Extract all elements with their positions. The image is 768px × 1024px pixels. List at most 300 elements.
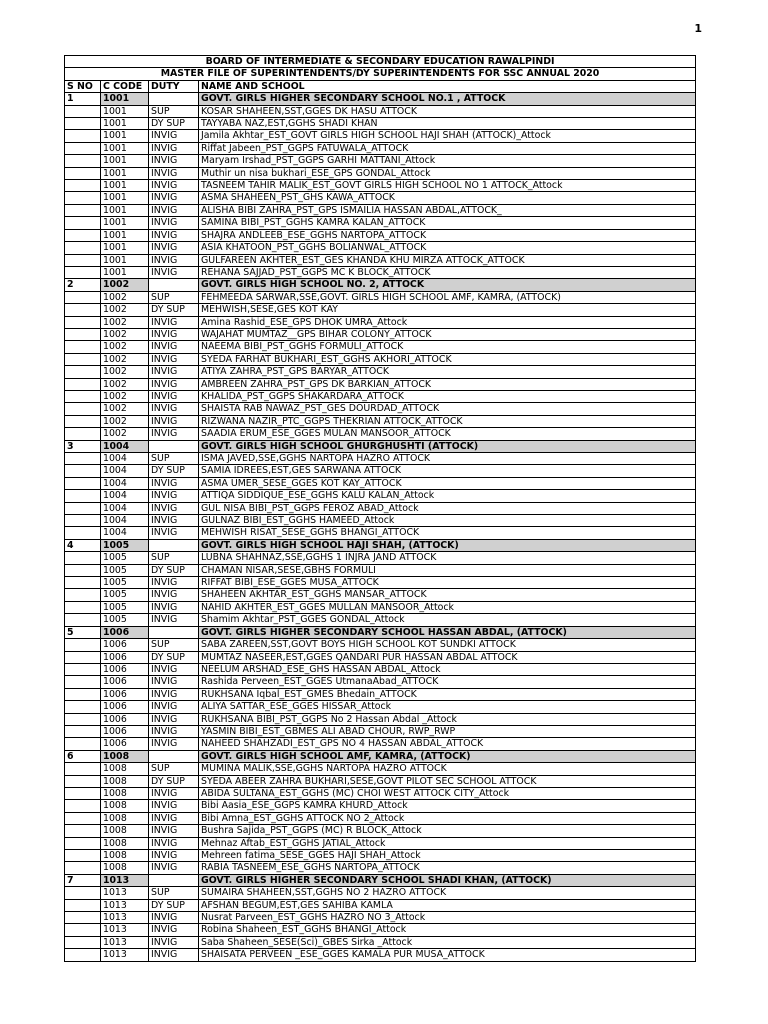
cell-ccode: 1004	[101, 527, 149, 539]
cell-name-school: SUMAIRA SHAHEEN,SST,GGHS NO 2 HAZRO ATTOCK	[199, 887, 696, 899]
table-row	[65, 180, 696, 192]
cell-ccode: 1005	[101, 552, 149, 564]
cell-duty: INVIG	[149, 502, 199, 514]
cell-name-school: ASMA UMER_SESE_GGES KOT KAY_ATTOCK	[199, 477, 696, 489]
table-row	[65, 800, 696, 812]
cell-sno	[65, 763, 101, 775]
cell-ccode: 1001	[101, 118, 149, 130]
table-row	[65, 688, 696, 700]
cell-name-school: MUMTAZ NASEER,EST,GGES QANDARI PUR HASSAN ABDAL ATTOCK	[199, 651, 696, 663]
cell-name-school: RUKHSANA BIBI_PST_GGPS No 2 Hassan Abdal _Attock	[199, 713, 696, 725]
cell-duty: INVIG	[149, 713, 199, 725]
file-title-row	[65, 68, 696, 80]
school-header-row	[65, 874, 696, 886]
cell-sno	[65, 428, 101, 440]
cell-sno	[65, 688, 101, 700]
table-row	[65, 527, 696, 539]
cell-sno	[65, 192, 101, 204]
cell-duty: INVIG	[149, 378, 199, 390]
cell-ccode: 1006	[101, 663, 149, 675]
table-row	[65, 725, 696, 737]
cell-ccode: 1008	[101, 862, 149, 874]
cell-duty: INVIG	[149, 366, 199, 378]
cell-duty: INVIG	[149, 155, 199, 167]
cell-duty: INVIG	[149, 415, 199, 427]
cell-duty: DY SUP	[149, 899, 199, 911]
table-row	[65, 328, 696, 340]
cell-sno: 1	[65, 93, 101, 105]
header-duty: DUTY	[149, 80, 199, 92]
cell-ccode: 1004	[101, 440, 149, 452]
cell-name-school: SAADIA ERUM_ESE_GGES MULAN MANSOOR_ATTOCK	[199, 428, 696, 440]
cell-sno	[65, 415, 101, 427]
cell-name-school: Amina Rashid_ESE_GPS DHOK UMRA_Attock	[199, 316, 696, 328]
cell-ccode: 1013	[101, 949, 149, 961]
cell-name-school: GOVT. GIRLS HIGHER SECONDARY SCHOOL NO.1 , ATTOCK	[199, 93, 696, 105]
cell-sno	[65, 787, 101, 799]
cell-sno	[65, 862, 101, 874]
cell-ccode: 1001	[101, 217, 149, 229]
cell-sno	[65, 676, 101, 688]
cell-name-school: YASMIN BIBI_EST_GBMES ALI ABAD CHOUR, RWP_RWP	[199, 725, 696, 737]
table-row	[65, 142, 696, 154]
cell-name-school: SABA ZAREEN,SST,GOVT BOYS HIGH SCHOOL KOT SUNDKI ATTOCK	[199, 639, 696, 651]
cell-duty: INVIG	[149, 912, 199, 924]
cell-sno	[65, 713, 101, 725]
cell-name-school: ASMA SHAHEEN_PST_GHS KAWA_ATTOCK	[199, 192, 696, 204]
cell-sno	[65, 142, 101, 154]
table-row	[65, 105, 696, 117]
cell-ccode: 1005	[101, 577, 149, 589]
cell-ccode: 1001	[101, 192, 149, 204]
cell-sno	[65, 453, 101, 465]
cell-name-school: WAJAHAT MUMTAZ__GPS BIHAR COLONY_ATTOCK	[199, 328, 696, 340]
cell-sno	[65, 850, 101, 862]
cell-ccode: 1001	[101, 180, 149, 192]
cell-name-school: NAHID AKHTER_EST_GGES MULLAN MANSOOR_Attock	[199, 601, 696, 613]
school-header-row	[65, 626, 696, 638]
cell-name-school: FEHMEEDA SARWAR,SSE,GOVT. GIRLS HIGH SCHOOL AMF, KAMRA, (ATTOCK)	[199, 291, 696, 303]
cell-ccode: 1002	[101, 316, 149, 328]
cell-name-school: RIZWANA NAZIR_PTC_GGPS THEKRIAN ATTOCK_ATTOCK	[199, 415, 696, 427]
cell-duty	[149, 440, 199, 452]
column-header-row	[65, 80, 696, 92]
cell-ccode: 1008	[101, 787, 149, 799]
cell-ccode: 1004	[101, 465, 149, 477]
cell-sno	[65, 304, 101, 316]
cell-sno	[65, 601, 101, 613]
cell-duty	[149, 279, 199, 291]
table-row	[65, 936, 696, 948]
table-row	[65, 949, 696, 961]
table-row	[65, 850, 696, 862]
cell-sno	[65, 341, 101, 353]
cell-ccode: 1004	[101, 477, 149, 489]
cell-name-school: CHAMAN NISAR,SESE,GBHS FORMULI	[199, 564, 696, 576]
cell-sno	[65, 204, 101, 216]
cell-sno	[65, 316, 101, 328]
cell-name-school: SYEDA FARHAT BUKHARI_EST_GGHS AKHORI_ATTOCK	[199, 353, 696, 365]
cell-name-school: GULNAZ BIBI_EST_GGHS HAMEED_Attock	[199, 515, 696, 527]
cell-name-school: GOVT. GIRLS HIGHER SECONDARY SCHOOL HASSAN ABDAL, (ATTOCK)	[199, 626, 696, 638]
cell-name-school: TAYYABA NAZ,EST,GGHS SHADI KHAN	[199, 118, 696, 130]
cell-name-school: NAHEED SHAHZADI_EST_GPS NO 4 HASSAN ABDAL_ATTOCK	[199, 738, 696, 750]
cell-duty: INVIG	[149, 924, 199, 936]
cell-name-school: Saba Shaheen_SESE(Sci)_GBES Sirka _Attock	[199, 936, 696, 948]
cell-ccode: 1006	[101, 688, 149, 700]
cell-sno	[65, 490, 101, 502]
cell-name-school: Rashida Perveen_EST_GGES UtmanaAbad_ATTOCK	[199, 676, 696, 688]
cell-duty: INVIG	[149, 577, 199, 589]
cell-ccode: 1002	[101, 304, 149, 316]
cell-sno: 3	[65, 440, 101, 452]
cell-name-school: KHALIDA_PST_GGPS SHAKARDARA_ATTOCK	[199, 390, 696, 402]
cell-duty: INVIG	[149, 180, 199, 192]
cell-ccode: 1008	[101, 825, 149, 837]
cell-name-school: MEHWISH RISAT_SESE_GGHS BHANGI_ATTOCK	[199, 527, 696, 539]
cell-sno	[65, 167, 101, 179]
table-row	[65, 316, 696, 328]
cell-sno	[65, 403, 101, 415]
page-number: 1	[694, 22, 702, 35]
cell-sno	[65, 527, 101, 539]
cell-duty: INVIG	[149, 701, 199, 713]
cell-duty: DY SUP	[149, 465, 199, 477]
cell-duty: INVIG	[149, 738, 199, 750]
cell-duty: INVIG	[149, 130, 199, 142]
cell-sno	[65, 837, 101, 849]
cell-ccode: 1006	[101, 701, 149, 713]
school-header-row	[65, 750, 696, 762]
cell-duty: INVIG	[149, 862, 199, 874]
cell-name-school: MUMINA MALIK,SSE,GGHS NARTOPA HAZRO ATTOCK	[199, 763, 696, 775]
cell-sno	[65, 887, 101, 899]
cell-duty: INVIG	[149, 204, 199, 216]
table-row	[65, 887, 696, 899]
cell-sno	[65, 912, 101, 924]
school-header-row	[65, 93, 696, 105]
table-row	[65, 477, 696, 489]
table-row	[65, 353, 696, 365]
cell-sno	[65, 738, 101, 750]
table-row	[65, 192, 696, 204]
cell-name-school: Robina Shaheen_EST_GGHS BHANGI_Attock	[199, 924, 696, 936]
table-row	[65, 217, 696, 229]
cell-duty: INVIG	[149, 390, 199, 402]
cell-ccode: 1004	[101, 490, 149, 502]
cell-sno	[65, 639, 101, 651]
cell-ccode: 1013	[101, 912, 149, 924]
cell-name-school: SYEDA ABEER ZAHRA BUKHARI,SESE,GOVT PILOT SEC SCHOOL ATTOCK	[199, 775, 696, 787]
cell-name-school: GOVT. GIRLS HIGHER SECONDARY SCHOOL SHADI KHAN, (ATTOCK)	[199, 874, 696, 886]
cell-ccode: 1013	[101, 899, 149, 911]
table-row	[65, 118, 696, 130]
cell-duty: INVIG	[149, 403, 199, 415]
school-header-row	[65, 539, 696, 551]
cell-sno	[65, 725, 101, 737]
cell-sno	[65, 118, 101, 130]
cell-duty	[149, 626, 199, 638]
cell-ccode: 1006	[101, 738, 149, 750]
cell-ccode: 1006	[101, 725, 149, 737]
cell-name-school: RUKHSANA Iqbal_EST_GMES Bhedain_ATTOCK	[199, 688, 696, 700]
cell-sno	[65, 924, 101, 936]
cell-duty: DY SUP	[149, 118, 199, 130]
cell-duty: INVIG	[149, 353, 199, 365]
cell-name-school: Bibi Aasia_ESE_GGPS KAMRA KHURD_Attock	[199, 800, 696, 812]
cell-name-school: AMBREEN ZAHRA_PST_GPS DK BARKIAN_ATTOCK	[199, 378, 696, 390]
cell-duty: INVIG	[149, 812, 199, 824]
table-row	[65, 837, 696, 849]
cell-duty: INVIG	[149, 663, 199, 675]
table-row	[65, 701, 696, 713]
cell-ccode: 1002	[101, 341, 149, 353]
cell-ccode: 1002	[101, 415, 149, 427]
table-row	[65, 862, 696, 874]
cell-name-school: ALIYA SATTAR_ESE_GGES HISSAR_Attock	[199, 701, 696, 713]
table-row	[65, 577, 696, 589]
cell-name-school: GOVT. GIRLS HIGH SCHOOL GHURGHUSHTI (ATTOCK)	[199, 440, 696, 452]
cell-sno	[65, 936, 101, 948]
cell-ccode: 1005	[101, 614, 149, 626]
cell-name-school: RABIA TASNEEM_ESE_GGHS NARTOPA_ATTOCK	[199, 862, 696, 874]
cell-duty: SUP	[149, 639, 199, 651]
cell-ccode: 1001	[101, 155, 149, 167]
cell-duty: INVIG	[149, 614, 199, 626]
table-row	[65, 763, 696, 775]
cell-duty: SUP	[149, 887, 199, 899]
cell-name-school: GOVT. GIRLS HIGH SCHOOL HAJI SHAH, (ATTOCK)	[199, 539, 696, 551]
cell-duty: INVIG	[149, 949, 199, 961]
cell-duty: INVIG	[149, 688, 199, 700]
table-row	[65, 403, 696, 415]
school-header-row	[65, 279, 696, 291]
table-row	[65, 167, 696, 179]
table-row	[65, 366, 696, 378]
cell-ccode: 1008	[101, 775, 149, 787]
cell-ccode: 1005	[101, 601, 149, 613]
cell-sno	[65, 242, 101, 254]
cell-ccode: 1006	[101, 676, 149, 688]
cell-sno	[65, 266, 101, 278]
cell-duty	[149, 93, 199, 105]
cell-sno	[65, 825, 101, 837]
cell-ccode: 1001	[101, 167, 149, 179]
cell-duty	[149, 750, 199, 762]
cell-duty: DY SUP	[149, 651, 199, 663]
cell-sno	[65, 217, 101, 229]
cell-name-school: RIFFAT BIBI_ESE_GGES MUSA_ATTOCK	[199, 577, 696, 589]
cell-sno	[65, 577, 101, 589]
cell-name-school: ABIDA SULTANA_EST_GGHS (MC) CHOI WEST ATTOCK CITY_Attock	[199, 787, 696, 799]
cell-duty: INVIG	[149, 800, 199, 812]
cell-ccode: 1004	[101, 453, 149, 465]
cell-duty: INVIG	[149, 676, 199, 688]
cell-name-school: Muthir un nisa bukhari_ESE_GPS GONDAL_Attock	[199, 167, 696, 179]
cell-duty: SUP	[149, 763, 199, 775]
table-row	[65, 713, 696, 725]
table-row	[65, 663, 696, 675]
table-row	[65, 229, 696, 241]
table-row	[65, 415, 696, 427]
cell-sno	[65, 800, 101, 812]
cell-duty: INVIG	[149, 787, 199, 799]
cell-sno	[65, 651, 101, 663]
header-sno: S NO	[65, 80, 101, 92]
cell-sno	[65, 155, 101, 167]
cell-ccode: 1006	[101, 639, 149, 651]
cell-name-school: REHANA SAJJAD_PST_GGPS MC K BLOCK_ATTOCK	[199, 266, 696, 278]
cell-sno	[65, 614, 101, 626]
cell-name-school: SHAJRA ANDLEEB_ESE_GGHS NARTOPA_ATTOCK	[199, 229, 696, 241]
cell-ccode: 1013	[101, 924, 149, 936]
table-row	[65, 564, 696, 576]
cell-sno	[65, 552, 101, 564]
cell-ccode: 1008	[101, 850, 149, 862]
cell-name-school: Riffat Jabeen_PST_GGPS FATUWALA_ATTOCK	[199, 142, 696, 154]
cell-duty: INVIG	[149, 850, 199, 862]
table-row	[65, 515, 696, 527]
cell-name-school: ASIA KHATOON_PST_GGHS BOLIANWAL_ATTOCK	[199, 242, 696, 254]
table-row	[65, 465, 696, 477]
cell-ccode: 1002	[101, 428, 149, 440]
cell-name-school: Maryam Irshad_PST_GGPS GARHI MATTANI_Attock	[199, 155, 696, 167]
cell-duty: INVIG	[149, 254, 199, 266]
cell-name-school: SHAISATA PERVEEN _ESE_GGES KAMALA PUR MUSA_ATTOCK	[199, 949, 696, 961]
cell-duty: INVIG	[149, 341, 199, 353]
table-row	[65, 676, 696, 688]
cell-ccode: 1013	[101, 874, 149, 886]
cell-duty	[149, 539, 199, 551]
cell-name-school: GOVT. GIRLS HIGH SCHOOL AMF, KAMRA, (ATTOCK)	[199, 750, 696, 762]
cell-duty: SUP	[149, 552, 199, 564]
cell-duty: SUP	[149, 453, 199, 465]
cell-sno	[65, 663, 101, 675]
cell-sno	[65, 515, 101, 527]
table-row	[65, 825, 696, 837]
table-row	[65, 204, 696, 216]
cell-duty: INVIG	[149, 837, 199, 849]
cell-name-school: SHAISTA RAB NAWAZ_PST_GES DOURDAD_ATTOCK	[199, 403, 696, 415]
cell-ccode: 1013	[101, 887, 149, 899]
cell-sno	[65, 775, 101, 787]
cell-duty: INVIG	[149, 192, 199, 204]
cell-duty: INVIG	[149, 229, 199, 241]
table-row	[65, 378, 696, 390]
cell-name-school: ATTIQA SIDDIQUE_ESE_GGHS KALU KALAN_Attock	[199, 490, 696, 502]
table-row	[65, 266, 696, 278]
cell-sno: 6	[65, 750, 101, 762]
table-row	[65, 428, 696, 440]
cell-ccode: 1002	[101, 279, 149, 291]
table-row	[65, 589, 696, 601]
table-row	[65, 130, 696, 142]
table-row	[65, 614, 696, 626]
cell-name-school: GUL NISA BIBI_PST_GGPS FEROZ ABAD_Attock	[199, 502, 696, 514]
table-row	[65, 155, 696, 167]
table-row	[65, 812, 696, 824]
cell-sno: 5	[65, 626, 101, 638]
cell-name-school: AFSHAN BEGUM,EST,GES SAHIBA KAMLA	[199, 899, 696, 911]
cell-duty: INVIG	[149, 142, 199, 154]
cell-name-school: KOSAR SHAHEEN,SST,GGES DK HASU ATTOCK	[199, 105, 696, 117]
table-row	[65, 738, 696, 750]
cell-ccode: 1002	[101, 291, 149, 303]
table-row	[65, 254, 696, 266]
table-row	[65, 552, 696, 564]
cell-sno: 4	[65, 539, 101, 551]
cell-duty: INVIG	[149, 601, 199, 613]
table-row	[65, 924, 696, 936]
cell-sno	[65, 390, 101, 402]
cell-duty: INVIG	[149, 242, 199, 254]
cell-sno	[65, 366, 101, 378]
table-row	[65, 651, 696, 663]
cell-ccode: 1013	[101, 936, 149, 948]
cell-duty	[149, 874, 199, 886]
table-row	[65, 291, 696, 303]
cell-name-school: ISMA JAVED,SSE,GGHS NARTOPA HAZRO ATTOCK	[199, 453, 696, 465]
board-title-row	[65, 56, 696, 68]
cell-name-school: Mehreen fatima_SESE_GGES HAJI SHAH_Attock	[199, 850, 696, 862]
cell-sno	[65, 589, 101, 601]
school-header-row	[65, 440, 696, 452]
cell-sno	[65, 949, 101, 961]
cell-duty: INVIG	[149, 490, 199, 502]
cell-ccode: 1002	[101, 390, 149, 402]
cell-ccode: 1002	[101, 353, 149, 365]
header-name-school: NAME AND SCHOOL	[199, 80, 696, 92]
cell-name-school: NEELUM ARSHAD_ESE_GHS HASSAN ABDAL_Attock	[199, 663, 696, 675]
cell-duty: INVIG	[149, 217, 199, 229]
cell-sno: 2	[65, 279, 101, 291]
cell-ccode: 1006	[101, 651, 149, 663]
cell-sno: 7	[65, 874, 101, 886]
cell-name-school: ALISHA BIBI ZAHRA_PST_GPS ISMAILIA HASSAN ABDAL,ATTOCK_	[199, 204, 696, 216]
cell-name-school: LUBNA SHAHNAZ,SSE,GGHS 1 INJRA JAND ATTOCK	[199, 552, 696, 564]
file-title: MASTER FILE OF SUPERINTENDENTS/DY SUPERINTENDENTS FOR SSC ANNUAL 2020	[65, 68, 696, 80]
cell-ccode: 1005	[101, 564, 149, 576]
cell-duty: DY SUP	[149, 304, 199, 316]
cell-ccode: 1008	[101, 800, 149, 812]
master-file-table	[64, 55, 696, 962]
cell-ccode: 1002	[101, 366, 149, 378]
cell-ccode: 1001	[101, 105, 149, 117]
cell-name-school: Mehnaz Aftab_EST_GGHS JATIAL_Attock	[199, 837, 696, 849]
cell-duty: SUP	[149, 105, 199, 117]
cell-ccode: 1008	[101, 763, 149, 775]
cell-duty: INVIG	[149, 428, 199, 440]
cell-ccode: 1001	[101, 229, 149, 241]
cell-duty: INVIG	[149, 167, 199, 179]
cell-name-school: Jamila Akhtar_EST_GOVT GIRLS HIGH SCHOOL HAJI SHAH (ATTOCK)_Attock	[199, 130, 696, 142]
cell-sno	[65, 899, 101, 911]
cell-name-school: MEHWISH,SESE,GES KOT KAY	[199, 304, 696, 316]
table-row	[65, 899, 696, 911]
cell-duty: INVIG	[149, 266, 199, 278]
cell-sno	[65, 291, 101, 303]
cell-ccode: 1006	[101, 626, 149, 638]
cell-name-school: SHAHEEN AKHTAR_EST_GGHS MANSAR_ATTOCK	[199, 589, 696, 601]
cell-sno	[65, 353, 101, 365]
table-row	[65, 390, 696, 402]
cell-ccode: 1002	[101, 403, 149, 415]
cell-ccode: 1004	[101, 515, 149, 527]
cell-sno	[65, 701, 101, 713]
cell-duty: INVIG	[149, 936, 199, 948]
cell-ccode: 1008	[101, 837, 149, 849]
cell-sno	[65, 564, 101, 576]
